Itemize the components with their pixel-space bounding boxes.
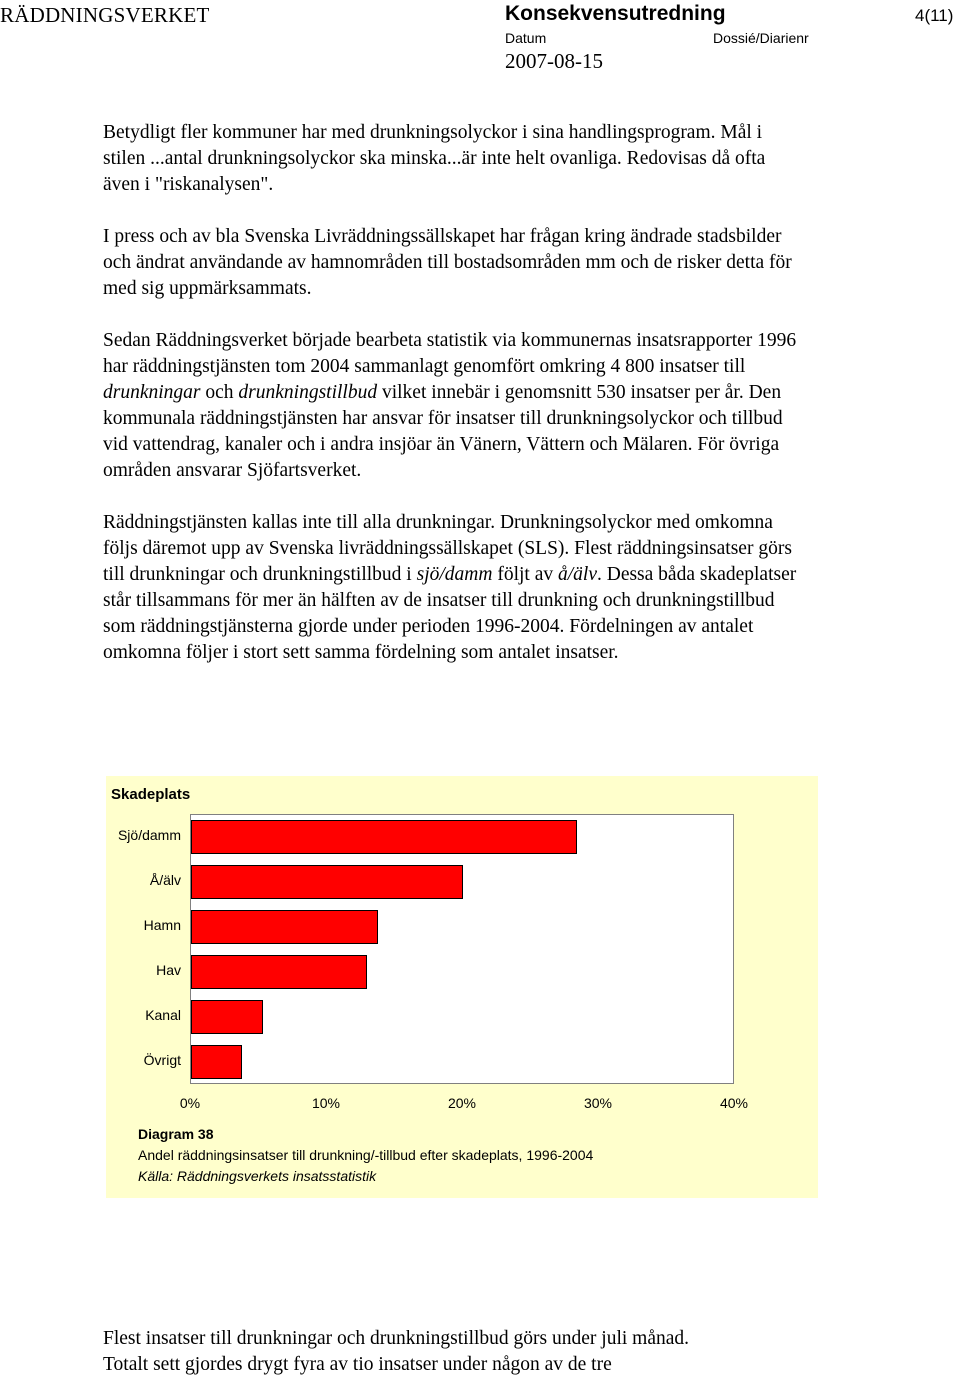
bar <box>191 1045 242 1079</box>
italic-text: drunkningstillbud <box>238 382 378 403</box>
text-run: Sedan Räddningsverket började bearbeta statistik via kommunernas insatsrapporter 1996 har räddningstjänsten tom 2004 sammanlagt genomfört omkring 4 800 insatser till <box>103 330 797 377</box>
category-label: Kanal <box>145 1007 181 1023</box>
bar <box>191 865 463 899</box>
category-label: Sjö/damm <box>117 827 181 843</box>
italic-text: sjö/damm <box>416 564 493 585</box>
x-tick-label: 40% <box>719 1095 749 1111</box>
category-label: Å/älv <box>149 872 181 888</box>
bottom-line: Totalt sett gjordes drygt fyra av tio insatser under någon av de tre <box>103 1354 612 1375</box>
x-tick-label: 20% <box>447 1095 477 1111</box>
x-tick-label: 10% <box>311 1095 341 1111</box>
dossier-label: Dossié/Diarienr <box>713 30 809 46</box>
body-text <box>103 120 803 692</box>
bar <box>191 820 577 854</box>
bottom-line: Flest insatser till drunkningar och drunkningstillbud görs under juli månad. <box>103 1328 690 1349</box>
chart-container <box>106 776 818 1198</box>
paragraph <box>103 224 803 302</box>
bottom-paragraph <box>103 1326 823 1378</box>
category-label: Hamn <box>143 917 181 933</box>
x-tick-label: 30% <box>583 1095 613 1111</box>
bar <box>191 1000 263 1034</box>
text-run: Räddningstjänsten kallas inte till alla drunkningar. Drunkningsolyckor med omkomna följs däremot upp av Svenska livräddningssällskapet (SLS). Flest räddningsinsatser görs till drunkningar och drunkningstillbud i <box>103 512 792 585</box>
bar <box>191 955 367 989</box>
italic-text: drunkningar <box>103 382 201 403</box>
paragraph <box>103 328 803 484</box>
diagram-description: Andel räddningsinsatser till drunkning/-tillbud efter skadeplats, 1996-2004 <box>138 1147 594 1163</box>
document-title: Konsekvensutredning <box>505 2 726 25</box>
page-number: 4(11) <box>915 6 954 25</box>
x-tick-label: 0% <box>179 1095 201 1111</box>
organization-name: RÄDDNINGSVERKET <box>0 3 210 27</box>
text-run: och <box>200 382 239 403</box>
plot-area <box>190 814 734 1084</box>
text-run: I press och av bla Svenska Livräddningssällskapet har frågan kring ändrade stadsbilder och ändrat användande av hamnområden till bostadsområden mm och de risker detta för med sig uppmärksammats. <box>103 226 792 299</box>
text-run: vilket innebär i genomsnitt 530 insatser per år. Den kommunala räddningstjänsten har ansvar för insatser till drunkningsolyckor och tillbud vid vattendrag, kanaler och i andra insjöar än Vänern, Vättern och Mälaren. För övriga områden ansvarar Sjöfartsverket. <box>103 382 783 481</box>
chart-title: Skadeplats <box>111 786 191 803</box>
paragraph <box>103 120 803 198</box>
category-label: Övrigt <box>143 1052 181 1068</box>
date-label: Datum <box>505 30 547 46</box>
diagram-source: Källa: Räddningsverkets insatsstatistik <box>138 1168 377 1184</box>
diagram-number: Diagram 38 <box>138 1126 214 1142</box>
text-run: Betydligt fler kommuner har med drunkningsolyckor i sina handlingsprogram. Mål i stilen ...antal drunkningsolyckor ska minska...är inte helt ovanliga. Redovisas då ofta även i "riskanalysen". <box>103 122 766 195</box>
category-label: Hav <box>156 962 181 978</box>
paragraph <box>103 510 803 666</box>
italic-text: å/älv <box>557 564 597 585</box>
text-run: följt av <box>492 564 558 585</box>
text-run: . Dessa båda skadeplatser står tillsammans för mer än hälften av de insatser till drunkning och drunkningstillbud som räddningstjänsterna gjorde under perioden 1996-2004. Fördelningen av antalet omkomna följer i stort sett samma fördelning som antalet insatser. <box>103 564 797 663</box>
bar <box>191 910 378 944</box>
document-date: 2007-08-15 <box>505 49 603 73</box>
